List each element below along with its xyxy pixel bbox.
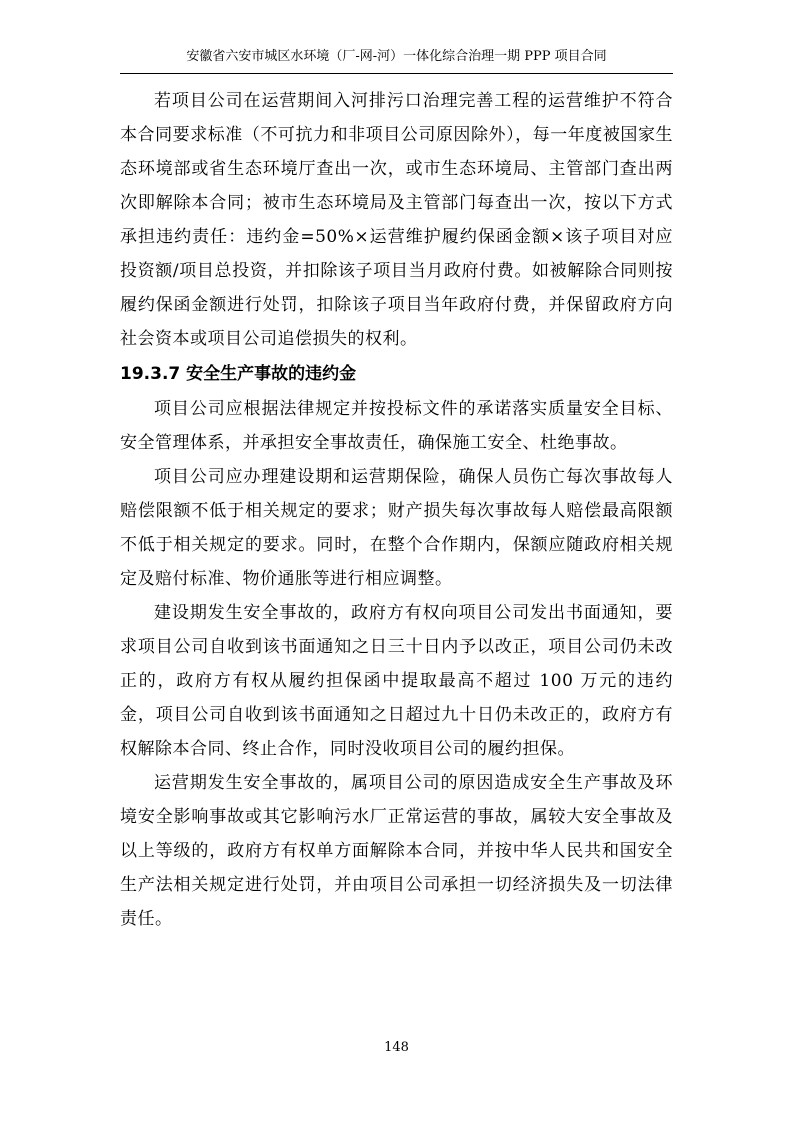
page-header: 安徽省六安市城区水环境（厂-网-河）一体化综合治理一期 PPP 项目合同 (186, 49, 607, 64)
paragraph-operation-accident: 运营期发生安全事故的，属项目公司的原因造成安全生产事故及环境安全影响事故或其它影响污水厂正常运营的事故，属较大安全事故及以上等级的，政府方有权单方面解除本合同，并按中华人民共和国安全生产法相关规定进行处罚，并由项目公司承担一切经济损失及一切法律责任。 (120, 773, 673, 929)
document-body (120, 84, 673, 936)
section-heading: 19.3.7 安全生产事故的违约金 (120, 364, 357, 384)
header-divider (120, 73, 673, 74)
paragraph-construction-accident: 建设期发生安全事故的，政府方有权向项目公司发出书面通知，要求项目公司自收到该书面通知之日三十日内予以改正，项目公司仍未改正的，政府方有权从履约担保函中提取最高不超过 100 万元的违约金，项目公司自收到该书面通知之日超过九十日仍未改正的，政府方有权解除本合同、终止合作，同时没收项目公司的履约担保。 (120, 603, 673, 759)
page-number: 148 (384, 1040, 409, 1055)
paragraph-safety-goals: 项目公司应根据法律规定并按投标文件的承诺落实质量安全目标、安全管理体系，并承担安全事故责任，确保施工安全、杜绝事故。 (120, 399, 673, 453)
paragraph-insurance: 项目公司应办理建设期和运营期保险，确保人员伤亡每次事故每人赔偿限额不低于相关规定的要求；财产损失每次事故每人赔偿最高限额不低于相关规定的要求。同时，在整个合作期内，保额应随政府相关规定及赔付标准、物价通胀等进行相应调整。 (120, 467, 673, 589)
paragraph-operation-breach: 若项目公司在运营期间入河排污口治理完善工程的运营维护不符合本合同要求标准（不可抗力和非项目公司原因除外），每一年度被国家生态环境部或省生态环境厅查出一次，或市生态环境局、主管部门查出两次即解除本合同；被市生态环境局及主管部门每查出一次，按以下方式承担违约责任：违约金=50%×运营维护履约保函金额×该子项目对应投资额/项目总投资，并扣除该子项目当月政府付费。如被解除合同则按履约保函金额进行处罚，扣除该子项目当年政府付费，并保留政府方向社会资本或项目公司追偿损失的权利。 (120, 91, 673, 349)
